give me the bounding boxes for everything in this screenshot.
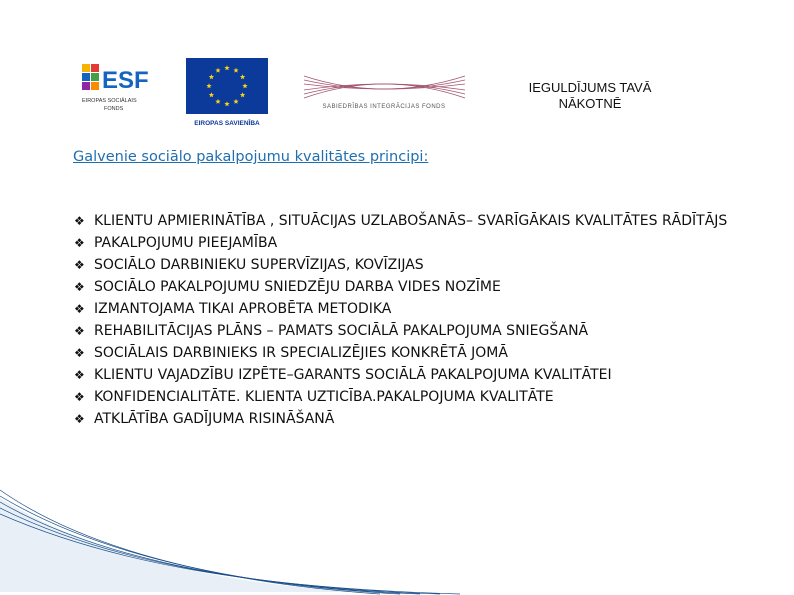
section-heading: Galvenie sociālo pakalpojumu kvalitātes principi: [73, 149, 429, 165]
esf-logo [78, 58, 160, 120]
list-item-text: SOCIĀLAIS DARBINIEKS IR SPECIALIZĒJIES KONKRĒTĀ JOMĀ [94, 345, 508, 361]
esf-caption-line1: EIROPAS SOCIĀLAIS [82, 98, 137, 104]
list-item [74, 276, 774, 298]
list-item [74, 320, 774, 342]
list-item [74, 364, 774, 386]
esf-caption-line2: FONDS [104, 106, 124, 112]
list-item-text: KLIENTU APMIERINĀTĪBA , SITUĀCIJAS UZLABOŠANĀS– SVARĪGĀKAIS KVALITĀTES RĀDĪTĀJS [94, 213, 728, 229]
diamond-bullet-icon: ❖ [74, 236, 85, 250]
diamond-bullet-icon: ❖ [74, 302, 85, 316]
list-item [74, 232, 774, 254]
slogan [500, 80, 680, 112]
diamond-bullet-icon: ❖ [74, 346, 85, 360]
esf-logo-text: ESF [102, 67, 149, 94]
list-item [74, 298, 774, 320]
list-item-text: IZMANTOJAMA TIKAI APROBĒTA METODIKA [94, 301, 392, 317]
eu-flag-logo [186, 58, 268, 128]
slogan-line2: NĀKOTNĒ [558, 96, 622, 111]
diamond-bullet-icon: ❖ [74, 258, 85, 272]
list-item-text: PAKALPOJUMU PIEEJAMĪBA [94, 235, 278, 251]
list-item-text: ATKLĀTĪBA GADĪJUMA RISINĀŠANĀ [94, 411, 335, 427]
sif-logo [302, 72, 467, 110]
list-item [74, 342, 774, 364]
list-item-text: REHABILITĀCIJAS PLĀNS – PAMATS SOCIĀLĀ PAKALPOJUMA SNIEGŠANĀ [94, 323, 589, 339]
eu-caption: EIROPAS SAVIENĪBA [194, 120, 260, 127]
sif-lines-icon [304, 76, 465, 98]
diamond-bullet-icon: ❖ [74, 214, 85, 228]
esf-mosaic-icon [82, 64, 99, 90]
slogan-line1: IEGULDĪJUMS TAVĀ [528, 80, 652, 95]
list-item-text: SOCIĀLO PAKALPOJUMU SNIEDZĒJU DARBA VIDES NOZĪME [94, 279, 501, 295]
decorative-wave [0, 488, 794, 595]
list-item [74, 408, 774, 430]
diamond-bullet-icon: ❖ [74, 324, 85, 338]
diamond-bullet-icon: ❖ [74, 412, 85, 426]
diamond-bullet-icon: ❖ [74, 368, 85, 382]
list-item [74, 386, 774, 408]
list-item-text: SOCIĀLO DARBINIEKU SUPERVĪZIJAS, KOVĪZIJAS [94, 257, 424, 273]
list-item [74, 254, 774, 276]
sif-caption: SABIEDRĪBAS INTEGRĀCIJAS FONDS [322, 104, 446, 110]
list-item-text: KLIENTU VAJADZĪBU IZPĒTE–GARANTS SOCIĀLĀ PAKALPOJUMA KVALITĀTEI [94, 367, 612, 383]
diamond-bullet-icon: ❖ [74, 280, 85, 294]
list-item [74, 210, 774, 232]
diamond-bullet-icon: ❖ [74, 390, 85, 404]
list-item-text: KONFIDENCIALITĀTE. KLIENTA UZTICĪBA.PAKALPOJUMA KVALITĀTE [94, 389, 554, 405]
principles-list [74, 210, 774, 430]
